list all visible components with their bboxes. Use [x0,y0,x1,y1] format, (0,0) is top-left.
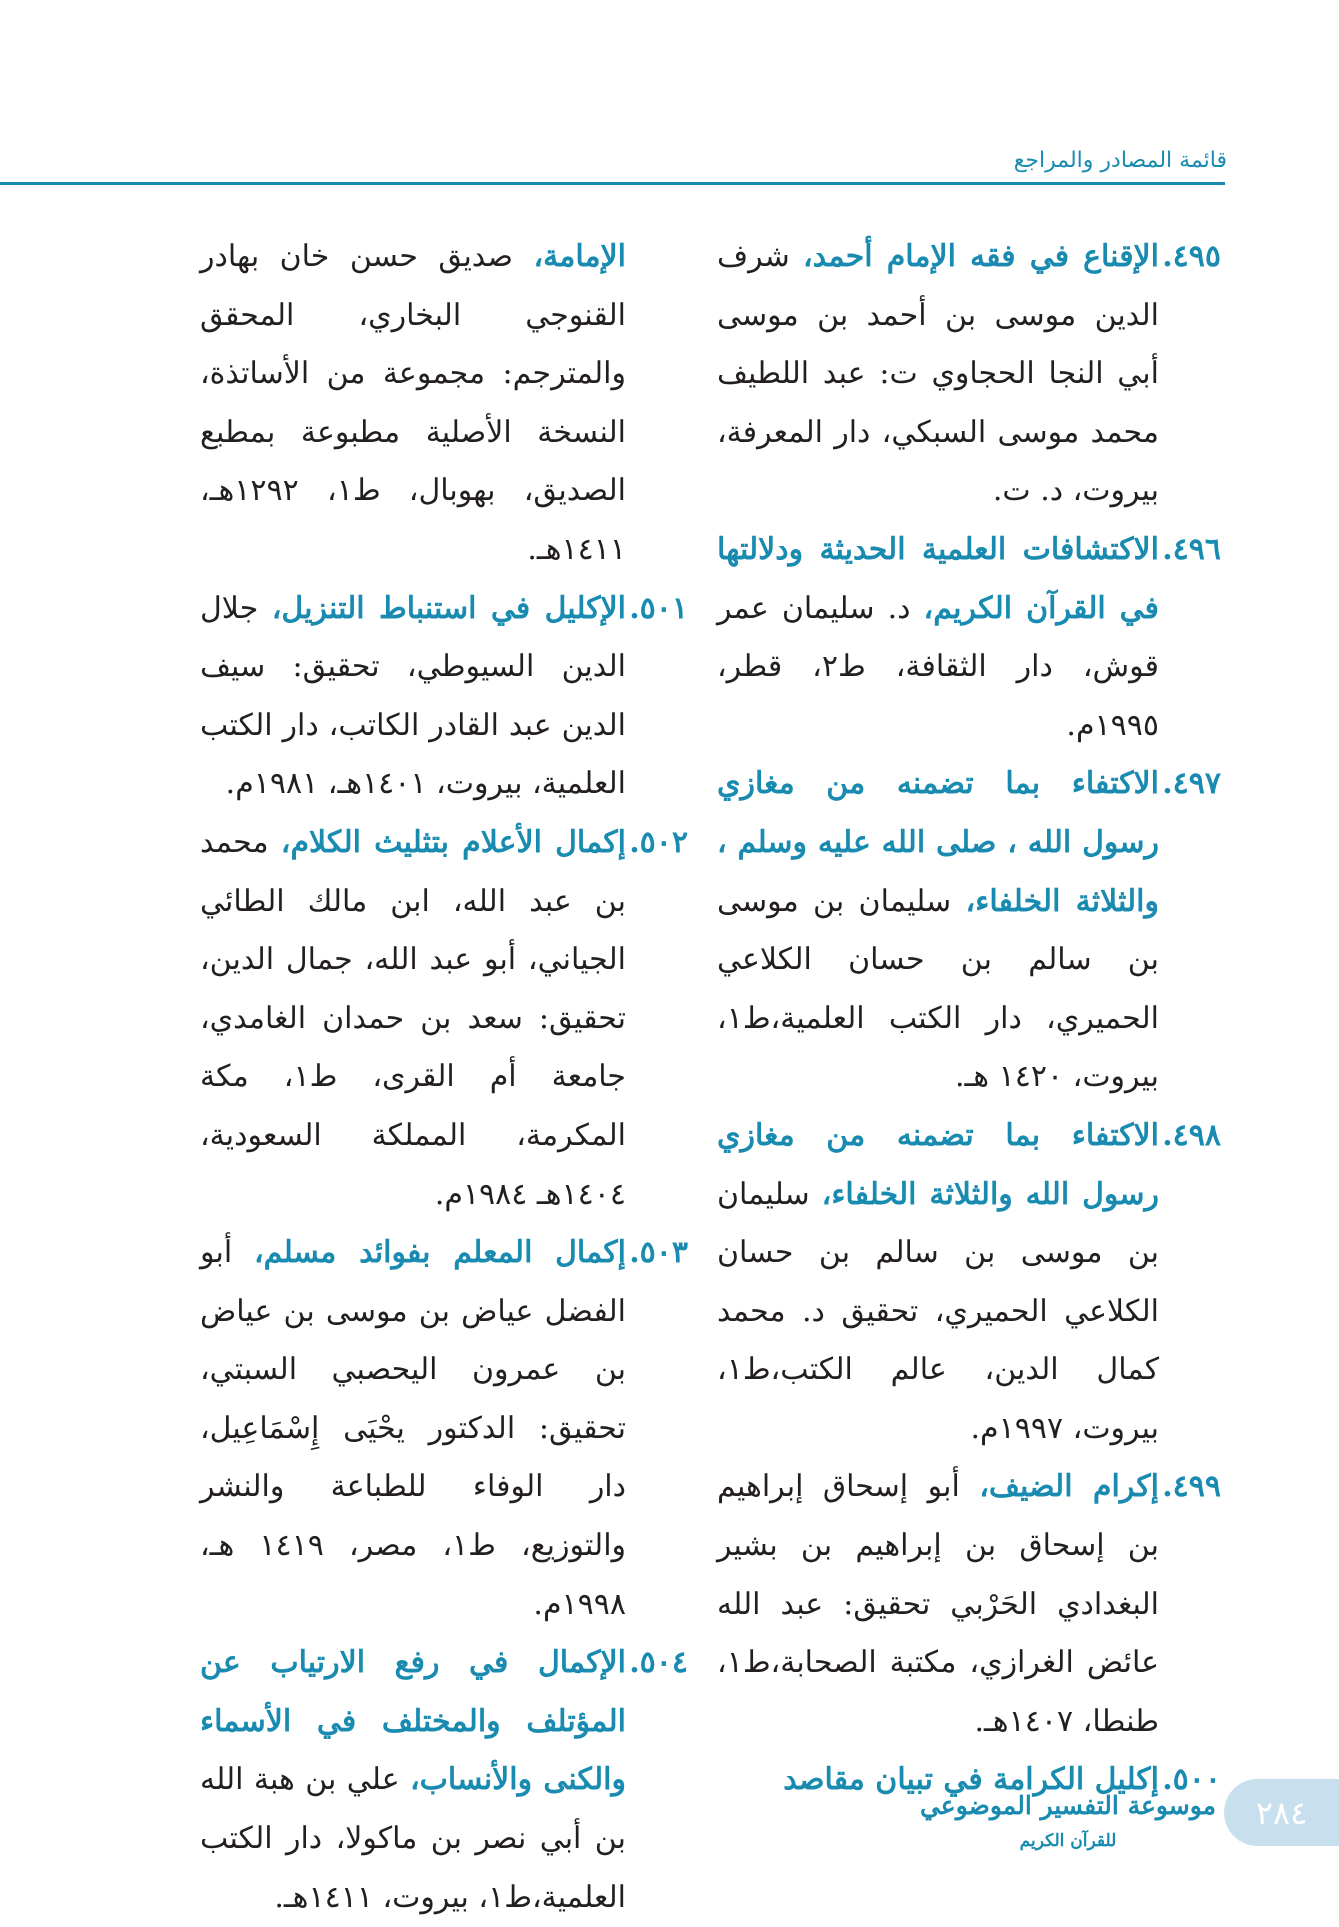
entry-title: إكمال المعلم بفوائد مسلم، [253,1235,626,1271]
entry-497 [717,755,1221,1107]
page-number: ٢٨٤ [1255,1793,1308,1832]
header-title: قائمة المصادر والمراجع [1013,148,1227,173]
logo-subtitle: للقرآن الكريم [1019,1831,1117,1851]
entry-details: علي بن هبة الله بن أبي نصر بن ماكولا، دار الكتب العلمية،ط١، بيروت، ١٤١١هـ. [200,1762,626,1915]
entry-number: ٤٩٥. [1162,239,1221,274]
entry-title: الاكتفاء بما تضمنه من مغازي رسول الله ، صلى الله عليه وسلم ، والثلاثة الخلفاء، [717,766,1159,919]
entry-number: ٤٩٧. [1162,766,1221,802]
header-rule [0,182,1225,185]
entry-number: ٤٩٦. [1162,531,1221,567]
entry-number: ٥٠٤. [629,1645,688,1681]
calligraphy-logo-icon [919,1770,1217,1860]
logo-title: موسوعة التفسير الموضوعي [919,1791,1217,1820]
entry-details: سليمان بن موسى بن سالم بن حسان الكلاعي الحميري، دار الكتب العلمية،ط١، بيروت، ١٤٢٠ هـ. [717,883,1159,1095]
entry-title: الإكمال في رفع الارتياب عن المؤتلف والمختلف في الأسماء والكنى والأنساب، [200,1645,626,1798]
entry-number: ٥٠٠. [1162,1762,1221,1798]
entry-496 [717,521,1221,755]
entry-details: جلال الدين السيوطي، تحقيق: سيف الدين عبد القادر الكاتب، دار الكتب العلمية، بيروت، ١٤٠١هـ، ١٩٨١م. [200,590,626,802]
entry-number: ٥٠٢. [629,824,688,860]
entry-number: ٥٠١. [629,590,688,626]
entry-details: د. سليمان عمر قوش، دار الثقافة، ط٢، قطر، ١٩٩٥م. [717,590,1159,743]
entry-title: الاكتشافات العلمية الحديثة ودلالتها في القرآن الكريم، [717,531,1159,626]
entry-title: إكرام الضيف، [979,1469,1159,1505]
entry-502 [200,814,688,1224]
encyclopedia-logo [919,1770,1217,1860]
entry-number: ٤٩٨. [1162,1117,1221,1153]
entry-500-continued [200,228,688,580]
entry-498 [717,1107,1221,1459]
entry-499 [717,1458,1221,1751]
entry-504 [200,1634,688,1927]
entry-details: أبو الفضل عياض بن موسى بن عياض بن عمرون اليحصبي السبتي، تحقيق: الدكتور يحْيَى إِسْمَاعِيل، دار الوفاء للطباعة والنشر والتوزيع، ط١، مصر، ١٤١٩ هـ، ١٩٩٨م. [200,1235,627,1622]
entry-details: سليمان بن موسى بن سالم بن حسان الكلاعي الحميري، تحقيق د. محمد كمال الدين، عالم الكتب،ط١، بيروت، ١٩٩٧م. [717,1176,1159,1446]
entry-503 [200,1224,688,1634]
entry-495 [717,228,1221,521]
entry-title: إكمال الأعلام بتثليث الكلام، [280,824,626,860]
entry-title: الاكتفاء بما تضمنه من مغازي رسول الله والثلاثة الخلفاء، [717,1117,1159,1212]
entry-details: صديق حسن خان بهادر القنوجي البخاري، المحقق والمترجم: مجموعة من الأساتذة، النسخة الأصلية مطبوعة بمطبع الصديق، بهوبال، ط١، ١٢٩٢هـ، ١٤١١هـ. [200,239,626,567]
entry-title: الإمامة، [533,239,626,274]
entry-501 [200,580,688,814]
entry-number: ٤٩٩. [1162,1469,1221,1505]
entry-title: الإقناع في فقه الإمام أحمد، [802,239,1160,274]
page-number-badge [1224,1779,1339,1846]
entry-details: محمد بن عبد الله، ابن مالك الطائي الجياني، أبو عبد الله، جمال الدين، تحقيق: سعد بن حمدان الغامدي، جامعة أم القرى، ط١، مكة المكرمة، المملكة السعودية، ١٤٠٤هـ ١٩٨٤م. [200,824,626,1212]
entry-title: الإكليل في استنباط التنزيل، [271,590,627,626]
entry-details: أبو إسحاق إبراهيم بن إسحاق بن إبراهيم بن بشير البغدادي الحَرْبي تحقيق: عبد الله عائض الغرازي، مكتبة الصحابة،ط١، طنطا، ١٤٠٧هـ. [717,1469,1159,1739]
entry-title: إكليل الكرامة في تبيان مقاصد [783,1762,1159,1798]
right-column [717,228,1221,1810]
left-column [200,228,688,1927]
entry-details: شرف الدين موسى بن أحمد بن موسى أبي النجا الحجاوي ت: عبد اللطيف محمد موسى السبكي، دار المعرفة، بيروت، د. ت. [717,239,1159,509]
entry-number: ٥٠٣. [629,1235,688,1271]
